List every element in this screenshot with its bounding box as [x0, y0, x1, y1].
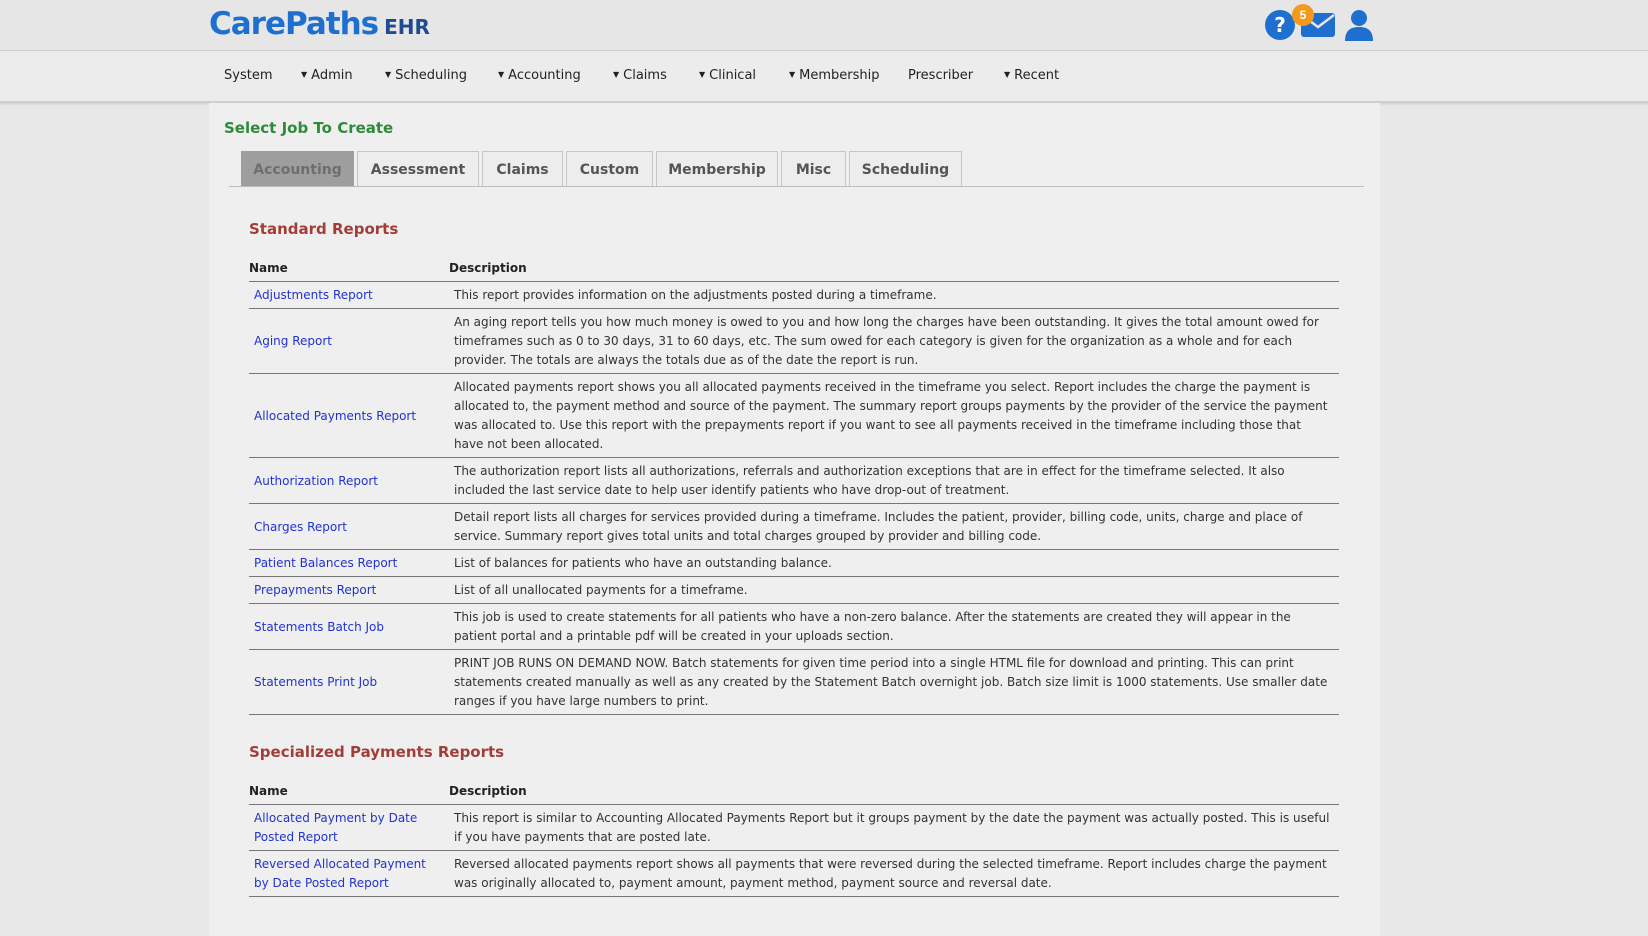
nav-label: Claims [623, 68, 667, 83]
table-row [249, 458, 1339, 504]
report-name-cell [249, 504, 449, 550]
nav-label: Scheduling [395, 68, 467, 83]
table-row [249, 282, 1339, 309]
table-row [249, 577, 1339, 604]
table-row [249, 504, 1339, 550]
nav-label: Accounting [508, 68, 581, 83]
report-link[interactable]: Patient Balances Report [254, 556, 398, 570]
caret-down-icon: ▼ [385, 70, 392, 79]
report-link[interactable]: Prepayments Report [254, 583, 377, 597]
nav-admin[interactable] [301, 68, 353, 83]
job-tabs [229, 148, 1364, 187]
caret-down-icon: ▼ [1004, 70, 1011, 79]
nav-system[interactable] [224, 68, 272, 83]
page-title: Select Job To Create [224, 119, 394, 137]
nav-accounting[interactable] [498, 68, 581, 83]
report-description: An aging report tells you how much money is owed to you and how long the charges have been outstanding. It gives the total amount owed for timeframes such as 0 to 30 days, 31 to 60 days, etc. The sum owed for each category is given for the organization as a whole and for each provider. The totals are always the totals due as of the date the report is run. [449, 309, 1339, 374]
report-description: Allocated payments report shows you all allocated payments received in the timeframe you select. Report includes the charge the payment is allocated to, the payment method and source of the payment. The summary report groups payments by the provider of the service the payment was allocated to. Use this report with the prepayments report if you want to see all payments received in the timeframe including those that have not been allocated. [449, 374, 1339, 458]
tab-claims[interactable]: Claims [482, 151, 563, 186]
tab-custom[interactable]: Custom [566, 151, 653, 186]
caret-down-icon: ▼ [613, 70, 620, 79]
logo-sub-text: EHR [384, 15, 430, 39]
tab-accounting[interactable]: Accounting [241, 151, 354, 186]
report-description: This job is used to create statements for all patients who have a non-zero balance. After the statements are created they will appear in the patient portal and a printable pdf will be created in your uploads section. [449, 604, 1339, 650]
column-header-name: Name [249, 253, 449, 282]
table-row [249, 851, 1339, 897]
caret-down-icon: ▼ [498, 70, 505, 79]
standard-reports-table [249, 253, 1339, 715]
report-name-cell [249, 650, 449, 715]
report-link[interactable]: Statements Print Job [254, 675, 378, 689]
table-row [249, 805, 1339, 851]
svg-text:?: ? [1274, 13, 1286, 37]
nav-label: Recent [1014, 68, 1060, 83]
logo[interactable] [209, 6, 430, 46]
report-name-cell [249, 282, 449, 309]
table-row [249, 604, 1339, 650]
report-link[interactable]: Reversed Allocated Payment by Date Posted Report [254, 857, 426, 890]
report-link[interactable]: Adjustments Report [254, 288, 373, 302]
user-icon[interactable] [1342, 8, 1376, 42]
report-link[interactable]: Authorization Report [254, 473, 378, 488]
column-header-description: Description [449, 776, 1339, 805]
main-panel [209, 103, 1380, 936]
report-description: List of balances for patients who have an outstanding balance. [449, 550, 1339, 577]
report-name-cell [249, 577, 449, 604]
table-row [249, 550, 1339, 577]
nav-membership[interactable] [789, 68, 880, 83]
report-description: Reversed allocated payments report shows all payments that were reversed during the selected timeframe. Report includes charge the payment was originally allocated to, payment amount, payment method, payment source and reversal date. [449, 851, 1339, 897]
tab-assessment[interactable]: Assessment [357, 151, 479, 186]
table-header-row [249, 253, 1339, 282]
column-header-description: Description [449, 253, 1339, 282]
nav-prescriber[interactable] [908, 68, 973, 83]
report-name-cell [249, 805, 449, 851]
report-description: The authorization report lists all authorizations, referrals and authorization exceptions that are in effect for the timeframe selected. It also included the last service date to help user identify patients who have drop-out of treatment. [449, 458, 1339, 504]
main-nav [0, 51, 1648, 103]
column-header-name: Name [249, 776, 449, 805]
nav-scheduling[interactable] [385, 68, 467, 83]
report-link[interactable]: Allocated Payment by Date Posted Report [254, 811, 418, 844]
tab-scheduling[interactable]: Scheduling [849, 151, 962, 186]
table-row [249, 374, 1339, 458]
nav-label: Prescriber [908, 68, 974, 83]
tab-misc[interactable]: Misc [781, 151, 846, 186]
table-row [249, 650, 1339, 715]
report-description: List of all unallocated payments for a timeframe. [449, 577, 1339, 604]
section-title-standard-reports: Standard Reports [249, 220, 399, 238]
report-name-cell [249, 374, 449, 458]
logo-main-text: CarePaths [209, 6, 379, 42]
section-title-specialized-payments: Specialized Payments Reports [249, 743, 505, 761]
report-name-cell [249, 550, 449, 577]
report-description: PRINT JOB RUNS ON DEMAND NOW. Batch statements for given time period into a single HTML file for download and printing. This can print statements created manually as well as any created by the Statement Batch overnight job. Batch size limit is 1000 statements. Use smaller date ranges if you have large numbers to print. [449, 650, 1339, 715]
report-description: This report is similar to Accounting Allocated Payments Report but it groups payment by the date the payment was actually posted. This is useful if you have payments that are posted late. [449, 805, 1339, 851]
table-row [249, 309, 1339, 374]
caret-down-icon: ▼ [301, 70, 308, 79]
nav-clinical[interactable] [699, 68, 756, 83]
top-header [0, 0, 1648, 51]
specialized-payments-table [249, 776, 1339, 897]
table-header-row [249, 776, 1339, 805]
caret-down-icon: ▼ [789, 70, 796, 79]
nav-label: Clinical [709, 68, 757, 83]
report-link[interactable]: Charges Report [254, 519, 347, 534]
report-link[interactable]: Aging Report [254, 334, 332, 348]
nav-claims[interactable] [613, 68, 667, 83]
mail-badge: 5 [1292, 4, 1314, 26]
nav-label: Admin [311, 68, 353, 83]
report-name-cell [249, 604, 449, 650]
report-name-cell [249, 851, 449, 897]
report-link[interactable]: Statements Batch Job [254, 619, 385, 634]
report-name-cell [249, 309, 449, 374]
nav-label: System [224, 68, 273, 83]
tab-membership[interactable]: Membership [656, 151, 778, 186]
report-description: Detail report lists all charges for services provided during a timeframe. Includes the patient, provider, billing code, units, charge and place of service. Summary report gives total units and total charges grouped by provider and billing code. [449, 504, 1339, 550]
report-link[interactable]: Allocated Payments Report [254, 408, 417, 423]
report-description: This report provides information on the adjustments posted during a timeframe. [449, 282, 1339, 309]
report-name-cell [249, 458, 449, 504]
nav-label: Membership [799, 68, 880, 83]
caret-down-icon: ▼ [699, 70, 706, 79]
nav-recent[interactable] [1004, 68, 1059, 83]
